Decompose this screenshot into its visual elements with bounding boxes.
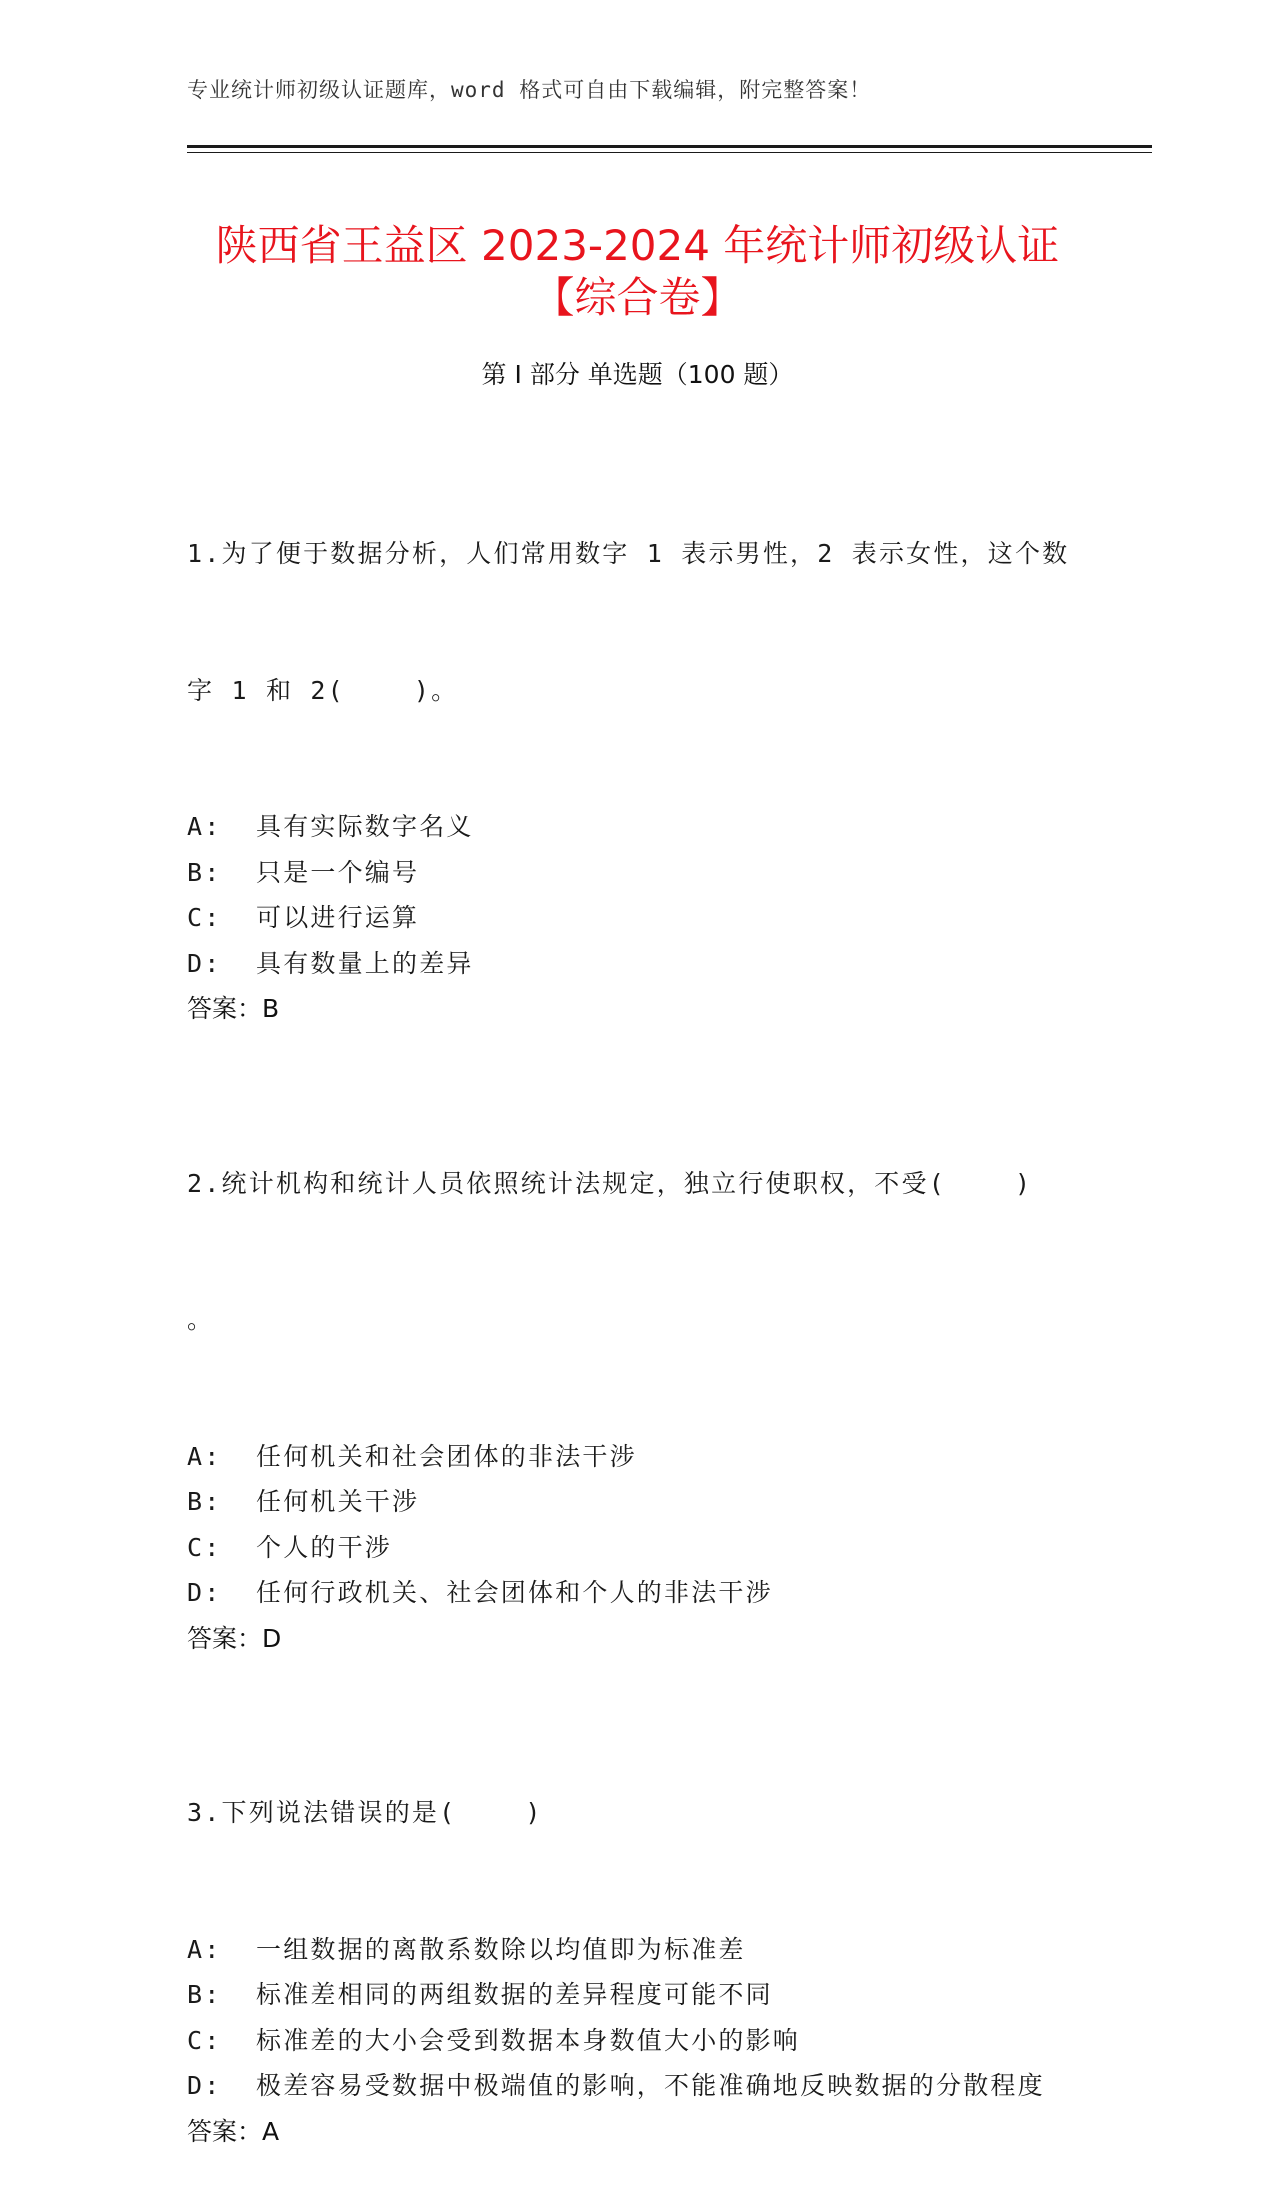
question-1-answer: 答案：B xyxy=(187,994,280,1023)
question-3 xyxy=(187,1699,1087,2154)
question-3-stem xyxy=(187,1699,1087,1927)
header-note: 专业统计师初级认证题库，word 格式可自由下载编辑，附完整答案！ xyxy=(187,78,872,102)
header-divider-thin xyxy=(187,152,1152,153)
document-title-line-2: 【综合卷】 xyxy=(532,273,743,323)
question-2-option-d: D: 任何行政机关、社会团体和个人的非法干涉 xyxy=(187,1578,773,1607)
question-2-stem-line-2: 。 xyxy=(187,1305,215,1334)
section-heading: 第 I 部分 单选题（100 题） xyxy=(481,360,794,389)
question-3-answer: 答案：A xyxy=(187,2116,280,2146)
question-1-stem-line-2: 字 1 和 2( )。 xyxy=(187,675,459,705)
question-1-option-d: D: 具有数量上的差异 xyxy=(187,948,474,978)
header-divider-thick xyxy=(187,145,1152,148)
question-2-option-c: C: 个人的干涉 xyxy=(187,1532,393,1562)
question-2-option-a: A: 任何机关和社会团体的非法干涉 xyxy=(187,1441,637,1471)
question-2-stem xyxy=(187,1070,1087,1434)
question-1 xyxy=(187,440,1087,1032)
question-1-stem-line-1: 1.为了便于数据分析，人们常用数字 1 表示男性，2 表示女性，这个数 xyxy=(187,539,1070,568)
question-1-option-b: B: 只是一个编号 xyxy=(187,857,420,887)
document-title xyxy=(0,220,1275,324)
document-title-line-1: 陕西省王益区 2023-2024 年统计师初级认证 xyxy=(215,221,1060,271)
question-1-option-a: A: 具有实际数字名义 xyxy=(187,812,474,841)
question-3-stem-line-1: 3.下列说法错误的是( ) xyxy=(187,1798,543,1827)
question-1-option-c: C: 可以进行运算 xyxy=(187,903,420,932)
question-2-option-b: B: 任何机关干涉 xyxy=(187,1487,420,1516)
question-3-option-d: D: 极差容易受数据中极端值的影响，不能准确地反映数据的分散程度 xyxy=(187,2071,1045,2100)
question-2-answer: 答案：D xyxy=(187,1623,282,1653)
question-3-option-c: C: 标准差的大小会受到数据本身数值大小的影响 xyxy=(187,2025,801,2055)
question-list xyxy=(187,440,1087,2192)
question-2 xyxy=(187,1070,1087,1662)
question-2-stem-line-1: 2.统计机构和统计人员依照统计法规定，独立行使职权，不受( ) xyxy=(187,1168,1033,1198)
question-3-option-b: B: 标准差相同的两组数据的差异程度可能不同 xyxy=(187,1980,773,2009)
question-3-option-a: A: 一组数据的离散系数除以均值即为标准差 xyxy=(187,1934,746,1964)
question-1-stem xyxy=(187,440,1087,804)
